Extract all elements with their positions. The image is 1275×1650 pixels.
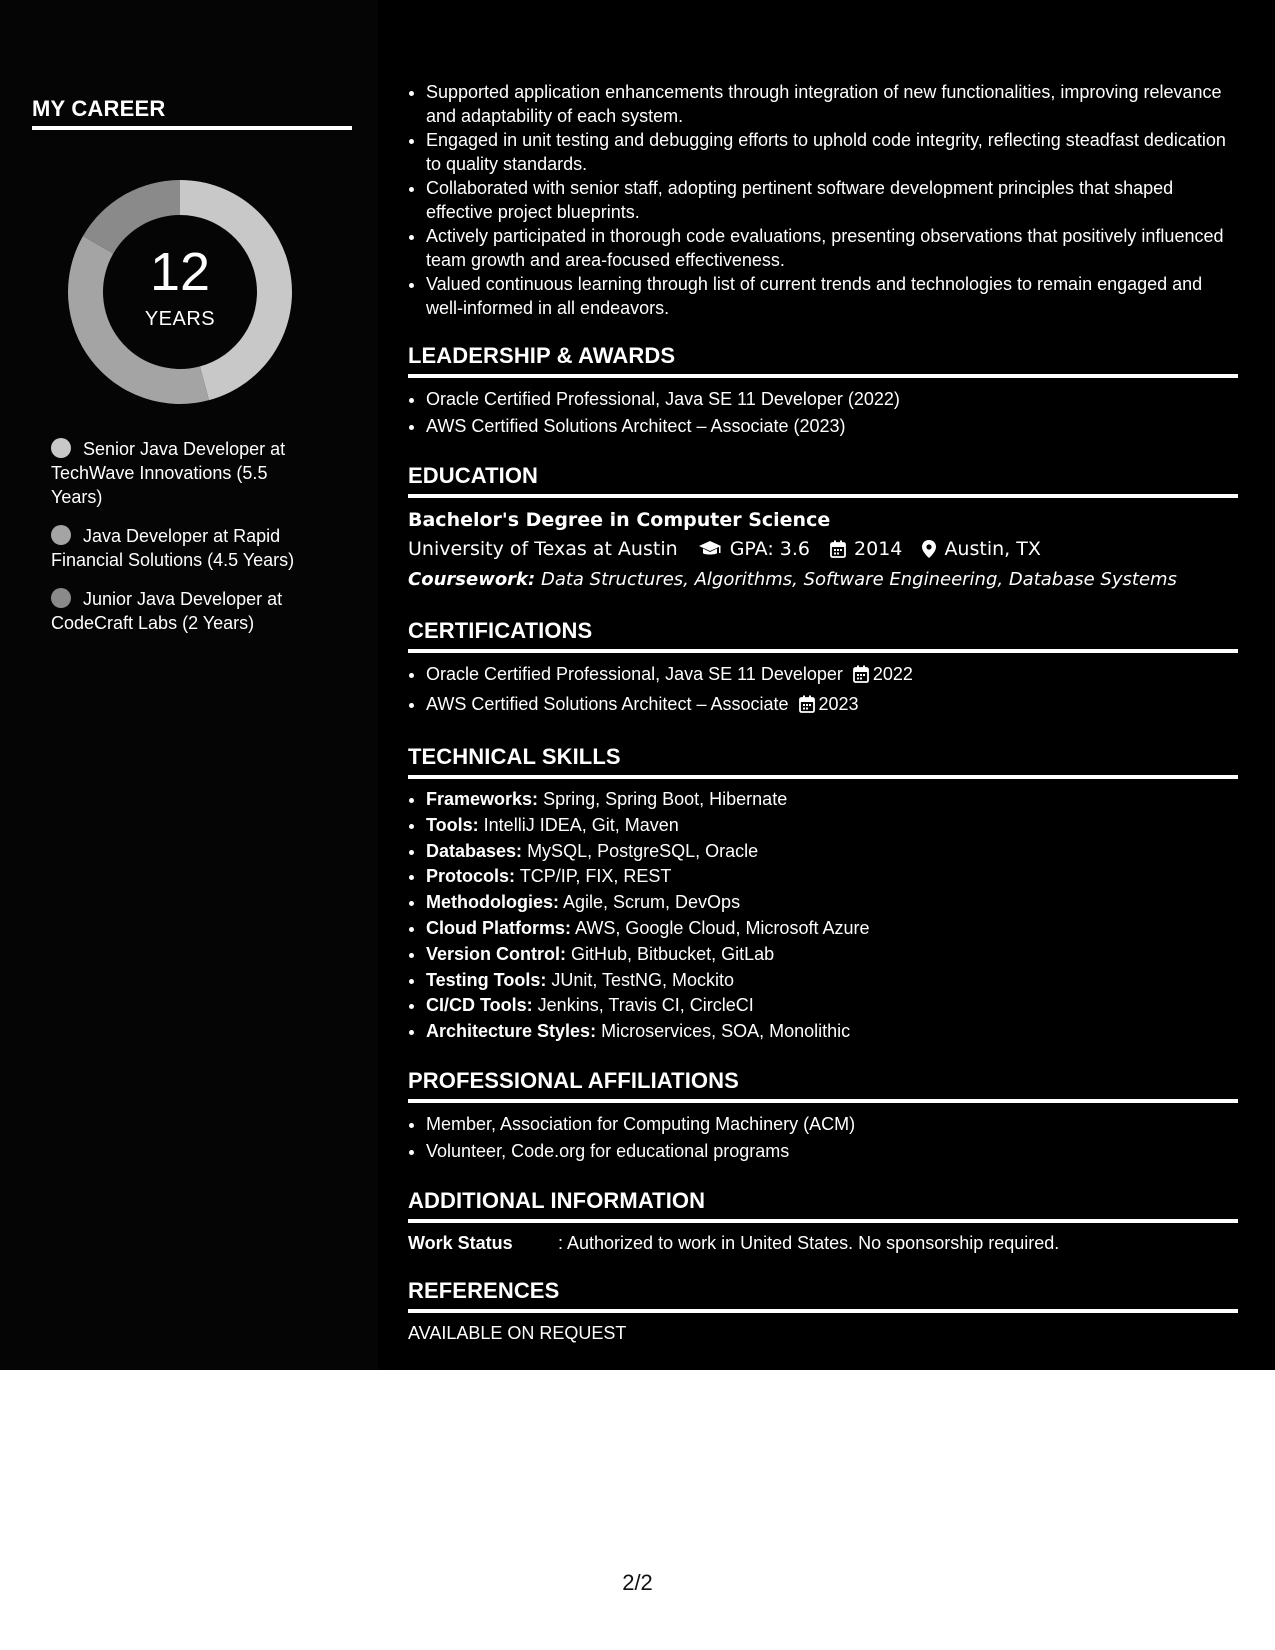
coursework-list: Data Structures, Algorithms, Software Engineering, Database Systems: [540, 569, 1177, 590]
education-title: EDUCATION: [408, 462, 1238, 498]
skill-value: MySQL, PostgreSQL, Oracle: [527, 840, 759, 861]
references-text: AVAILABLE ON REQUEST: [408, 1322, 627, 1343]
skill-value: Jenkins, Travis CI, CircleCI: [537, 995, 754, 1016]
sidebar: [0, 0, 378, 1370]
skill-value: GitHub, Bitbucket, GitLab: [571, 943, 775, 964]
skill-item: [426, 942, 1238, 968]
skill-label: Cloud Platforms:: [426, 917, 572, 938]
skill-value: AWS, Google Cloud, Microsoft Azure: [575, 917, 870, 938]
skills-title: TECHNICAL SKILLS: [408, 743, 1238, 779]
experience-bullet: • Supported application enhancements through integration of new functionalities, improving relevance and adaptability of each system.: [426, 80, 1238, 128]
education-details: [408, 534, 1238, 565]
skill-value: IntelliJ IDEA, Git, Maven: [483, 814, 679, 835]
certification-year: 2022: [872, 664, 913, 684]
skill-item: [426, 864, 1238, 890]
career-dot-icon: [51, 588, 71, 608]
career-dot-icon: [51, 438, 71, 458]
career-item-text: Junior Java Developer at CodeCraft Labs (2 Years): [51, 589, 283, 633]
affiliation-item: • Member, Association for Computing Machinery (ACM): [426, 1111, 1238, 1138]
leadership-item: • Oracle Certified Professional, Java SE 11 Developer (2022): [426, 386, 1238, 413]
page-number: 2/2: [622, 1570, 653, 1595]
certifications-list: [408, 661, 1238, 721]
main-column: [378, 0, 1275, 1370]
career-item-text: Senior Java Developer at TechWave Innovations (5.5 Years): [51, 439, 286, 507]
skill-value: Spring, Spring Boot, Hibernate: [543, 789, 788, 809]
graduation-cap-icon: [698, 538, 730, 560]
skill-item: [426, 916, 1238, 942]
skill-value: Microservices, SOA, Monolithic: [601, 1021, 851, 1042]
certification-year: 2023: [818, 694, 859, 714]
certification-item: [426, 691, 1238, 721]
career-list: [51, 437, 321, 650]
experience-bullet: • Engaged in unit testing and debugging efforts to uphold code integrity, reflecting steadfast dedication to quality standards.: [426, 128, 1238, 176]
coursework-label: Coursework:: [408, 569, 536, 590]
experience-bullet: • Collaborated with senior staff, adopting pertinent software development principles that shaped effective project blueprints.: [426, 176, 1238, 224]
skill-value: Agile, Scrum, DevOps: [563, 892, 741, 913]
leadership-list: [408, 386, 1238, 440]
career-item-text: Java Developer at Rapid Financial Solutions (4.5 Years): [51, 526, 295, 570]
affiliations-title: PROFESSIONAL AFFILIATIONS: [408, 1067, 1238, 1103]
skill-item: [426, 839, 1238, 865]
work-status-key: Work Status: [408, 1232, 513, 1253]
degree-name: Bachelor's Degree in Computer Science: [408, 509, 831, 531]
affiliations-list: [408, 1111, 1238, 1165]
location-pin-icon: [922, 538, 944, 560]
career-item: [51, 587, 321, 635]
certifications-title: CERTIFICATIONS: [408, 617, 1238, 653]
skill-label: Version Control:: [426, 943, 567, 964]
career-dot-icon: [51, 525, 71, 545]
skill-label: Testing Tools:: [426, 969, 547, 990]
skill-item: [426, 1019, 1238, 1045]
experience-bullet: • Valued continuous learning through list of current trends and technologies to remain engaged and well-informed in all endeavors.: [426, 272, 1238, 320]
skill-label: Tools:: [426, 814, 479, 835]
experience-bullets: [408, 80, 1238, 320]
skill-item: [426, 890, 1238, 916]
references-title: REFERENCES: [408, 1277, 1238, 1313]
skill-label: Frameworks:: [426, 789, 539, 809]
school-location: Austin, TX: [944, 538, 1041, 560]
career-donut-chart: [60, 172, 300, 412]
skill-label: CI/CD Tools:: [426, 995, 533, 1016]
skill-label: Databases:: [426, 840, 523, 861]
skill-value: JUnit, TestNG, Mockito: [551, 969, 735, 990]
work-status-row: [408, 1231, 1238, 1255]
skill-label: Methodologies:: [426, 892, 559, 913]
skills-list: [408, 787, 1238, 1045]
skill-item: [426, 787, 1238, 813]
skill-item: [426, 813, 1238, 839]
leadership-title: LEADERSHIP & AWARDS: [408, 342, 1238, 378]
skill-label: Architecture Styles:: [426, 1021, 597, 1042]
calendar-icon: [799, 694, 815, 721]
school-name: University of Texas at Austin: [408, 538, 678, 560]
total-years-label: YEARS: [144, 308, 216, 330]
career-item: [51, 437, 321, 509]
skill-item: [426, 993, 1238, 1019]
skill-value: TCP/IP, FIX, REST: [519, 866, 672, 887]
calendar-icon: [830, 538, 854, 560]
skill-item: [426, 968, 1238, 994]
work-status-value: : Authorized to work in United States. No sponsorship required.: [558, 1232, 1060, 1253]
skill-label: Protocols:: [426, 866, 516, 887]
graduation-year: 2014: [854, 538, 903, 560]
certification-name: Oracle Certified Professional, Java SE 11 Developer: [426, 664, 843, 684]
experience-bullet: • Actively participated in thorough code evaluations, presenting observations that positively influenced team growth and area-focused effectiveness.: [426, 224, 1238, 272]
leadership-item: • AWS Certified Solutions Architect – Associate (2023): [426, 413, 1238, 440]
additional-title: ADDITIONAL INFORMATION: [408, 1187, 1238, 1223]
main-content: [408, 80, 1238, 1345]
coursework: [408, 565, 1238, 595]
calendar-icon: [853, 664, 869, 691]
certification-item: [426, 661, 1238, 691]
affiliation-item: • Volunteer, Code.org for educational programs: [426, 1138, 1238, 1165]
career-section-title: MY CAREER: [32, 96, 352, 130]
certification-name: AWS Certified Solutions Architect – Associate: [426, 694, 789, 714]
total-years-number: 12: [149, 242, 211, 302]
career-item: [51, 524, 321, 572]
gpa: GPA: 3.6: [729, 538, 810, 560]
